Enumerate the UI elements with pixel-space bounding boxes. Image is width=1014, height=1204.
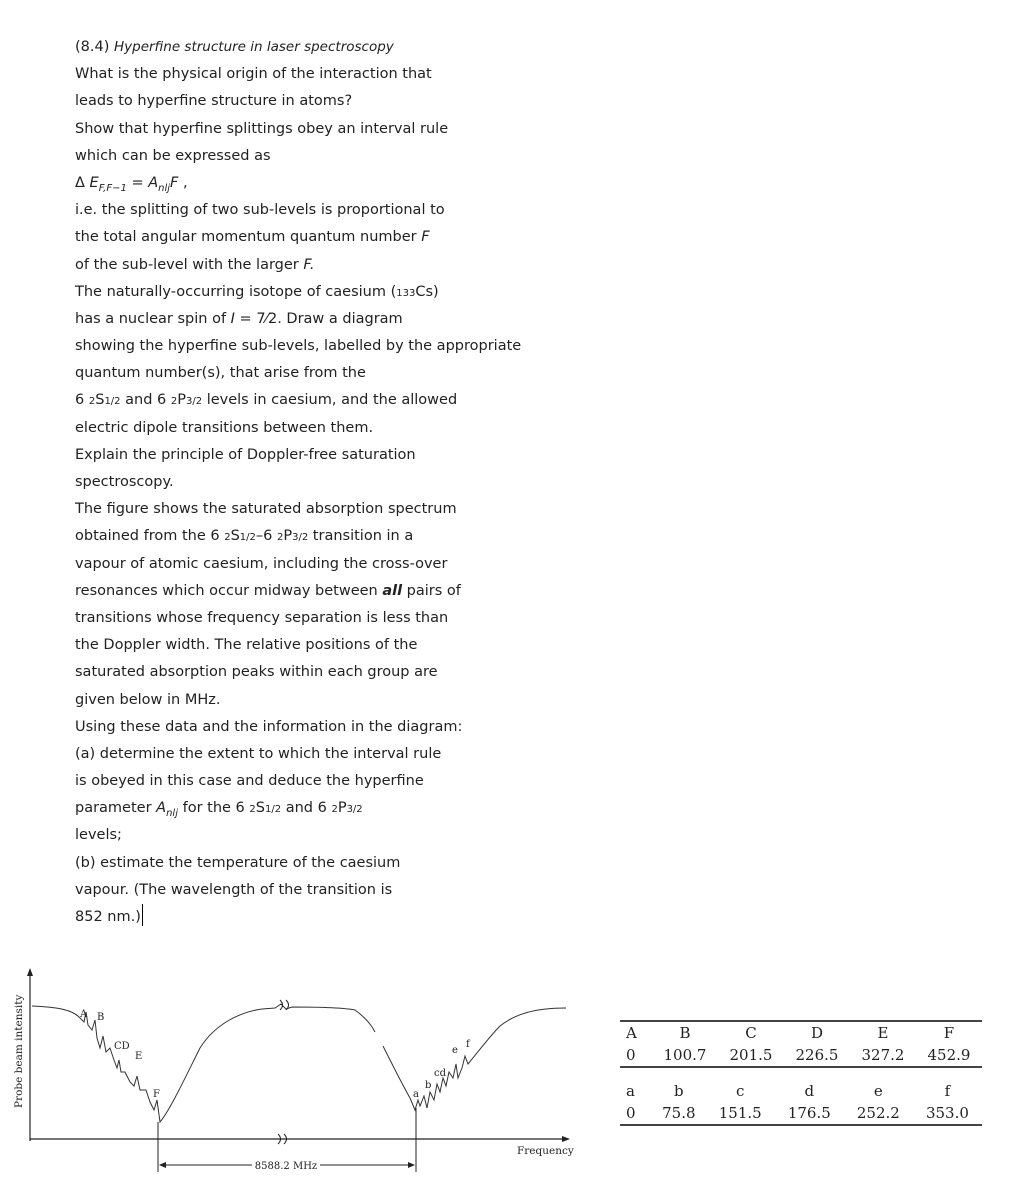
spectrum-svg bbox=[0, 960, 600, 1200]
text-line: (b) estimate the temperature of the caesium bbox=[75, 854, 401, 871]
peak-label-e: e bbox=[452, 1045, 458, 1056]
peak-label-a: a bbox=[413, 1089, 419, 1100]
table-cell: 0 bbox=[626, 1046, 636, 1064]
separation-arrowhead-right bbox=[408, 1162, 415, 1168]
interval-rule-equation: Δ $E_{F,F-1} = A_{nlj}F$ , bbox=[75, 174, 188, 194]
text-line: the total angular momentum quantum number F bbox=[75, 229, 430, 246]
text-line: vapour of atomic caesium, including the cross-over bbox=[75, 555, 448, 572]
peak-label-B: B bbox=[97, 1012, 105, 1023]
text-line: What is the physical origin of the interaction that bbox=[75, 66, 432, 83]
peak-label-cd: cd bbox=[434, 1068, 447, 1079]
table-cell: 353.0 bbox=[925, 1104, 969, 1122]
text-line: The naturally-occurring isotope of caesium (133Cs) bbox=[75, 283, 439, 300]
y-axis-arrow bbox=[27, 968, 33, 976]
x-axis-arrow bbox=[562, 1136, 570, 1142]
table-cell: 151.5 bbox=[718, 1104, 762, 1122]
peak-position-tables bbox=[620, 1020, 982, 1126]
text-line: Explain the principle of Doppler-free saturation bbox=[75, 446, 416, 463]
problem-heading bbox=[75, 34, 595, 61]
separation-label: 8588.2 MHz bbox=[254, 1161, 318, 1172]
trace-break bbox=[280, 1000, 289, 1010]
table-cell: f bbox=[944, 1082, 951, 1100]
text-line: Show that hyperfine splittings obey an interval rule bbox=[75, 120, 449, 137]
peak-label-F: F bbox=[153, 1089, 160, 1100]
text-line: of the sub-level with the larger F. bbox=[75, 256, 315, 273]
spectrum-trace bbox=[32, 1004, 375, 1122]
text-line: which can be expressed as bbox=[75, 147, 271, 164]
table-cell: d bbox=[804, 1082, 815, 1100]
text-line: showing the hyperfine sub-levels, labelled by the appropriate bbox=[75, 338, 522, 355]
text-line: parameter $A_{nlj}$ for the 6 2S1/2 and 6 2P3/2 bbox=[75, 800, 363, 820]
table-cell: B bbox=[679, 1024, 691, 1042]
table-row bbox=[620, 1044, 982, 1067]
text-line: spectroscopy. bbox=[75, 474, 174, 490]
table-cell: 452.9 bbox=[927, 1046, 971, 1064]
table-cell: 0 bbox=[626, 1104, 636, 1122]
text-line: is obeyed in this case and deduce the hyperfine bbox=[75, 773, 424, 790]
table-cell: 252.2 bbox=[856, 1104, 900, 1122]
peak-label-CD: CD bbox=[114, 1041, 130, 1052]
table-row bbox=[620, 1021, 982, 1044]
text-line: quantum number(s), that arise from the bbox=[75, 365, 366, 382]
text-line: i.e. the splitting of two sub-levels is proportional to bbox=[75, 202, 445, 219]
table-cell: E bbox=[877, 1024, 889, 1042]
table-row bbox=[620, 1080, 982, 1102]
peak-label-b: b bbox=[425, 1080, 432, 1091]
lower-group-table bbox=[620, 1080, 982, 1126]
text-line: (a) determine the extent to which the interval rule bbox=[75, 745, 442, 762]
text-line: 6 2S1/2 and 6 2P3/2 levels in caesium, and the allowed bbox=[75, 392, 458, 409]
peak-label-E: E bbox=[135, 1051, 143, 1062]
table-row bbox=[620, 1102, 982, 1125]
text-line: The figure shows the saturated absorption spectrum bbox=[75, 501, 457, 518]
text-line: leads to hyperfine structure in atoms? bbox=[75, 93, 353, 110]
text-line: transitions whose frequency separation is less than bbox=[75, 609, 449, 626]
table-cell: 100.7 bbox=[663, 1046, 707, 1064]
text-line[interactable] bbox=[75, 904, 595, 931]
text-line: given below in MHz. bbox=[75, 691, 221, 708]
problem-text bbox=[75, 34, 595, 931]
absorption-spectrum-figure bbox=[0, 960, 600, 1200]
separation-arrowhead-left bbox=[159, 1162, 166, 1168]
text-cursor bbox=[142, 904, 144, 926]
table-cell: a bbox=[626, 1082, 635, 1100]
text-line: obtained from the 6 2S1/2–6 2P3/2 transition in a bbox=[75, 528, 414, 545]
text-line: resonances which occur midway between all pairs of bbox=[75, 582, 461, 599]
text-line: vapour. (The wavelength of the transition is bbox=[75, 881, 393, 898]
upper-group-table bbox=[620, 1020, 982, 1068]
text-line: electric dipole transitions between them. bbox=[75, 419, 374, 436]
peak-label-f: f bbox=[466, 1039, 470, 1050]
y-axis-label: Probe beam intensity bbox=[13, 994, 25, 1108]
table-cell: c bbox=[736, 1082, 745, 1100]
text-line: Using these data and the information in the diagram: bbox=[75, 718, 463, 735]
table-cell: b bbox=[674, 1082, 684, 1100]
text-line: the Doppler width. The relative positions of the bbox=[75, 637, 418, 654]
table-cell: 201.5 bbox=[729, 1046, 773, 1064]
problem-number: (8.4) bbox=[75, 39, 110, 55]
table-cell: 327.2 bbox=[861, 1046, 905, 1064]
x-axis-label: Frequency bbox=[517, 1145, 574, 1157]
table-cell: D bbox=[810, 1024, 824, 1042]
text-line: saturated absorption peaks within each group are bbox=[75, 664, 438, 681]
table-cell: F bbox=[943, 1024, 955, 1042]
spectrum-trace-right bbox=[383, 1008, 566, 1110]
table-cell: C bbox=[745, 1024, 757, 1042]
table-cell: e bbox=[873, 1082, 883, 1100]
text-line: has a nuclear spin of I = 7⁄2. Draw a diagram bbox=[75, 310, 403, 327]
table-cell: 75.8 bbox=[662, 1104, 696, 1122]
peak-label-A: A bbox=[80, 1009, 88, 1020]
text-line: levels; bbox=[75, 827, 122, 844]
last-line-text: 852 nm.) bbox=[75, 909, 141, 925]
problem-title: Hyperfine structure in laser spectroscopy bbox=[113, 39, 394, 55]
table-cell: A bbox=[626, 1024, 637, 1042]
table-cell: 176.5 bbox=[787, 1104, 831, 1122]
table-cell: 226.5 bbox=[795, 1046, 839, 1064]
